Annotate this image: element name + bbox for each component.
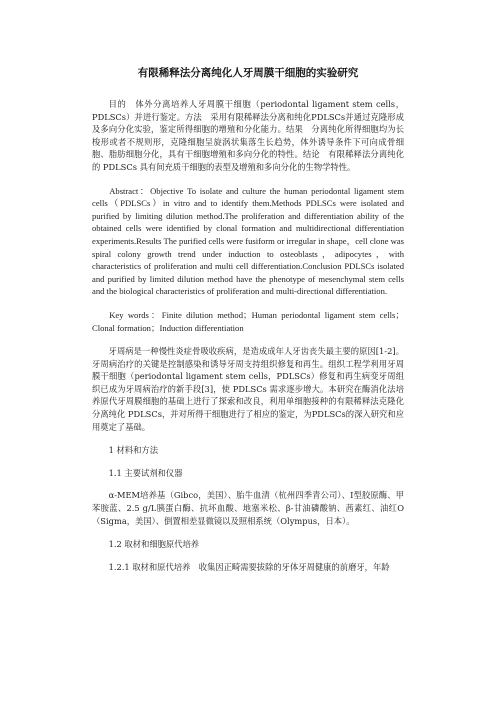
section-heading-1-1: 1.1 主要试剂和仪器 [108, 467, 183, 478]
section-heading-1-2: 1.2 取材和细胞原代培养 [108, 539, 200, 550]
section-1-2-1-paragraph: 1.2.1 取材和原代培养 收集因正畸需要拔除的牙体牙周健康的前磨牙，年龄 [108, 561, 390, 572]
english-abstract: Abstract：Objective To isolate and culture the human periodontal ligament stem cells（PDLSCs）in vitro and to identify them.Methods PDLSCs were isolated and purified by limiting dilution method.The proliferation and differentiation ability of the obtained cells were identified by clonal formation and multidirectional differentiation experiments.Results The purified cells were fusiform or irregular in shape，cell clone was spiral colony growth trend under induction to osteoblasts，adipocytes，with characteristics of proliferation and multi cell differentiation.Conclusion PDLSCs isolated and purified by limited dilution method have the phenotype of mesenchymal stem cells and the biological characteristics of proliferation and multi-directional differentiation. [92, 185, 404, 297]
english-keywords: Key words：Finite dilution method；Human periodontal ligament stem cells；Clonal formation；Induction differentiation [92, 309, 404, 333]
introduction-paragraph: 牙周病是一种慢性炎症骨吸收疾病，是造成成年人牙齿丧失最主要的原因[1-2]。牙周病治疗的关键是控制感染和诱导牙周支持组织修复和再生。组织工程学利用牙周膜干细胞（periodontal ligament stem cells，PDLSCs）修复和再生病变牙周组织已成为牙周病治疗的新手段[3]，使 PDLSCs 需求逐步增大。本研究在酶消化法培养原代牙周膜细胞的基础上进行了探索和改良，利用单细胞接种的有限稀释法克隆化分离纯化 PDLSCs，并对所得干细胞进行了相应的鉴定，为PDLSCs的深入研究和应用奠定了基础。 [92, 346, 404, 432]
section-heading-1: 1 材料和方法 [108, 445, 158, 456]
reagents-paragraph: α-MEM培养基（Gibco，美国）、胎牛血清（杭州四季青公司）、Ⅰ型胶原酶、甲苯胺蓝、2.5 g/L胰蛋白酶、抗坏血酸、地塞米松、β-甘油磷酸钠、茜素红、油红O（Sigma，美国）、倒置相差显微镜以及照相系统（Olympus，日本）。 [92, 490, 404, 526]
paper-title: 有限稀释法分离纯化人牙周膜干细胞的实验研究 [137, 67, 359, 79]
chinese-abstract: 目的 体外分离培养人牙周膜干细胞（periodontal ligament stem cells，PDLSCs）并进行鉴定。方法 采用有限稀释法分离和纯化PDLSCs并通过克隆形成及多向分化实验，鉴定所得细胞的增殖和分化能力。结果 分离纯化所得细胞均为长梭形或者不规则形，克隆细胞呈旋涡状集落生长趋势，体外诱导条件下可向成骨细胞、脂肪细胞分化，具有干细胞增殖和多向分化的特性。结论 有限稀释法分离纯化的 PDLSCs 具有间充质干细胞的表型及增殖和多向分化的生物学特性。 [92, 99, 404, 172]
